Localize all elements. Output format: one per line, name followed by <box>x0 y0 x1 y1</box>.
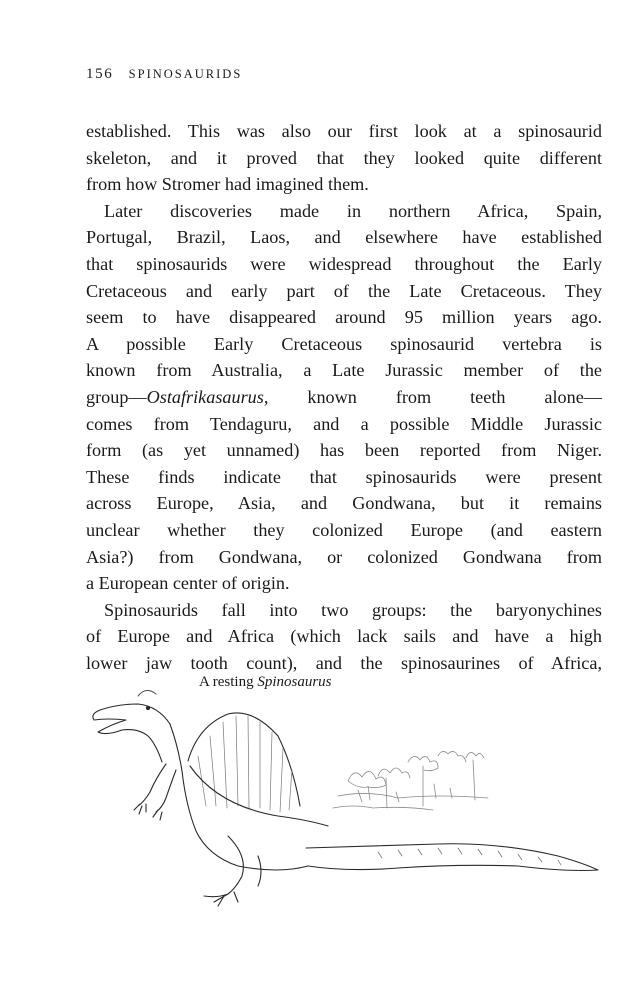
text-line <box>86 198 602 225</box>
text-line-italic: Ostafrikasaurus <box>146 386 264 407</box>
text-line <box>86 278 602 305</box>
text-line <box>86 357 602 384</box>
text-line-content: skeleton, and it proved that they looked quite different <box>86 147 602 168</box>
tail <box>306 844 598 871</box>
text-line-content: seem to have disappeared around 95 million years ago. <box>86 307 602 328</box>
hind-leg <box>204 836 243 906</box>
text-line <box>86 171 602 198</box>
text-line-content: Later discoveries made in northern Africa, Spain, <box>104 200 602 221</box>
text-line-content: established. This was also our first look at a spinosaurid <box>86 121 602 141</box>
text-line <box>86 570 602 597</box>
text-line-content: comes from Tendaguru, and a possible Middle Jurassic <box>86 413 602 434</box>
text-line <box>86 384 602 411</box>
text-line <box>86 464 602 491</box>
caption-species: Spinosaurus <box>257 674 332 690</box>
text-line <box>86 251 602 278</box>
figure-caption <box>199 673 332 691</box>
text-line <box>86 517 602 544</box>
text-line-content: lower jaw tooth count), and the spinosaurines of Africa, <box>86 652 602 673</box>
spinosaurus-illustration <box>78 666 608 924</box>
text-line-content: known from Australia, a Late Jurassic member of the <box>86 360 602 381</box>
text-line-content: that spinosaurids were widespread throughout the Early <box>86 253 602 274</box>
text-line <box>86 544 602 571</box>
text-line <box>86 490 602 517</box>
text-line-content: These finds indicate that spinosaurids were present <box>86 466 602 487</box>
text-line-continuation: , known from teeth alone— <box>263 386 602 407</box>
text-line-content: of Europe and Africa (which lack sails and have a high <box>86 626 602 647</box>
text-line <box>86 411 602 438</box>
text-line-content: a European center of origin. <box>86 573 290 594</box>
text-line-content: form (as yet unnamed) has been reported from Niger. <box>86 440 602 461</box>
text-line-content: A possible Early Cretaceous spinosaurid vertebra is <box>86 333 602 354</box>
text-line <box>86 437 602 464</box>
sail <box>188 713 300 806</box>
running-head <box>86 66 242 83</box>
text-line <box>86 224 602 251</box>
head <box>93 704 170 762</box>
text-line <box>86 331 602 358</box>
text-line-content: Asia?) from Gondwana, or colonized Gondwana from <box>86 546 602 567</box>
text-line-content: group— <box>86 386 147 407</box>
text-line <box>86 304 602 331</box>
text-line-content: from how Stromer had imagined them. <box>86 174 369 195</box>
text-line-content: Cretaceous and early part of the Late Cretaceous. They <box>86 280 602 301</box>
body-text <box>86 118 602 676</box>
text-line <box>86 145 602 172</box>
text-line-content: Spinosaurids fall into two groups: the baryonychines <box>104 599 602 620</box>
body-outline <box>170 724 308 870</box>
text-line-content: Portugal, Brazil, Laos, and elsewhere have established <box>86 227 602 248</box>
background-trees <box>333 751 488 810</box>
text-line <box>86 118 602 145</box>
page-number: 156 <box>86 66 114 82</box>
section-title: SPINOSAURIDS <box>128 67 243 81</box>
caption-prefix: A resting <box>199 674 258 690</box>
text-line <box>86 597 602 624</box>
text-line-content: unclear whether they colonized Europe (and eastern <box>86 519 602 540</box>
text-line-content: across Europe, Asia, and Gondwana, but it remains <box>86 493 602 514</box>
text-line <box>86 623 602 650</box>
